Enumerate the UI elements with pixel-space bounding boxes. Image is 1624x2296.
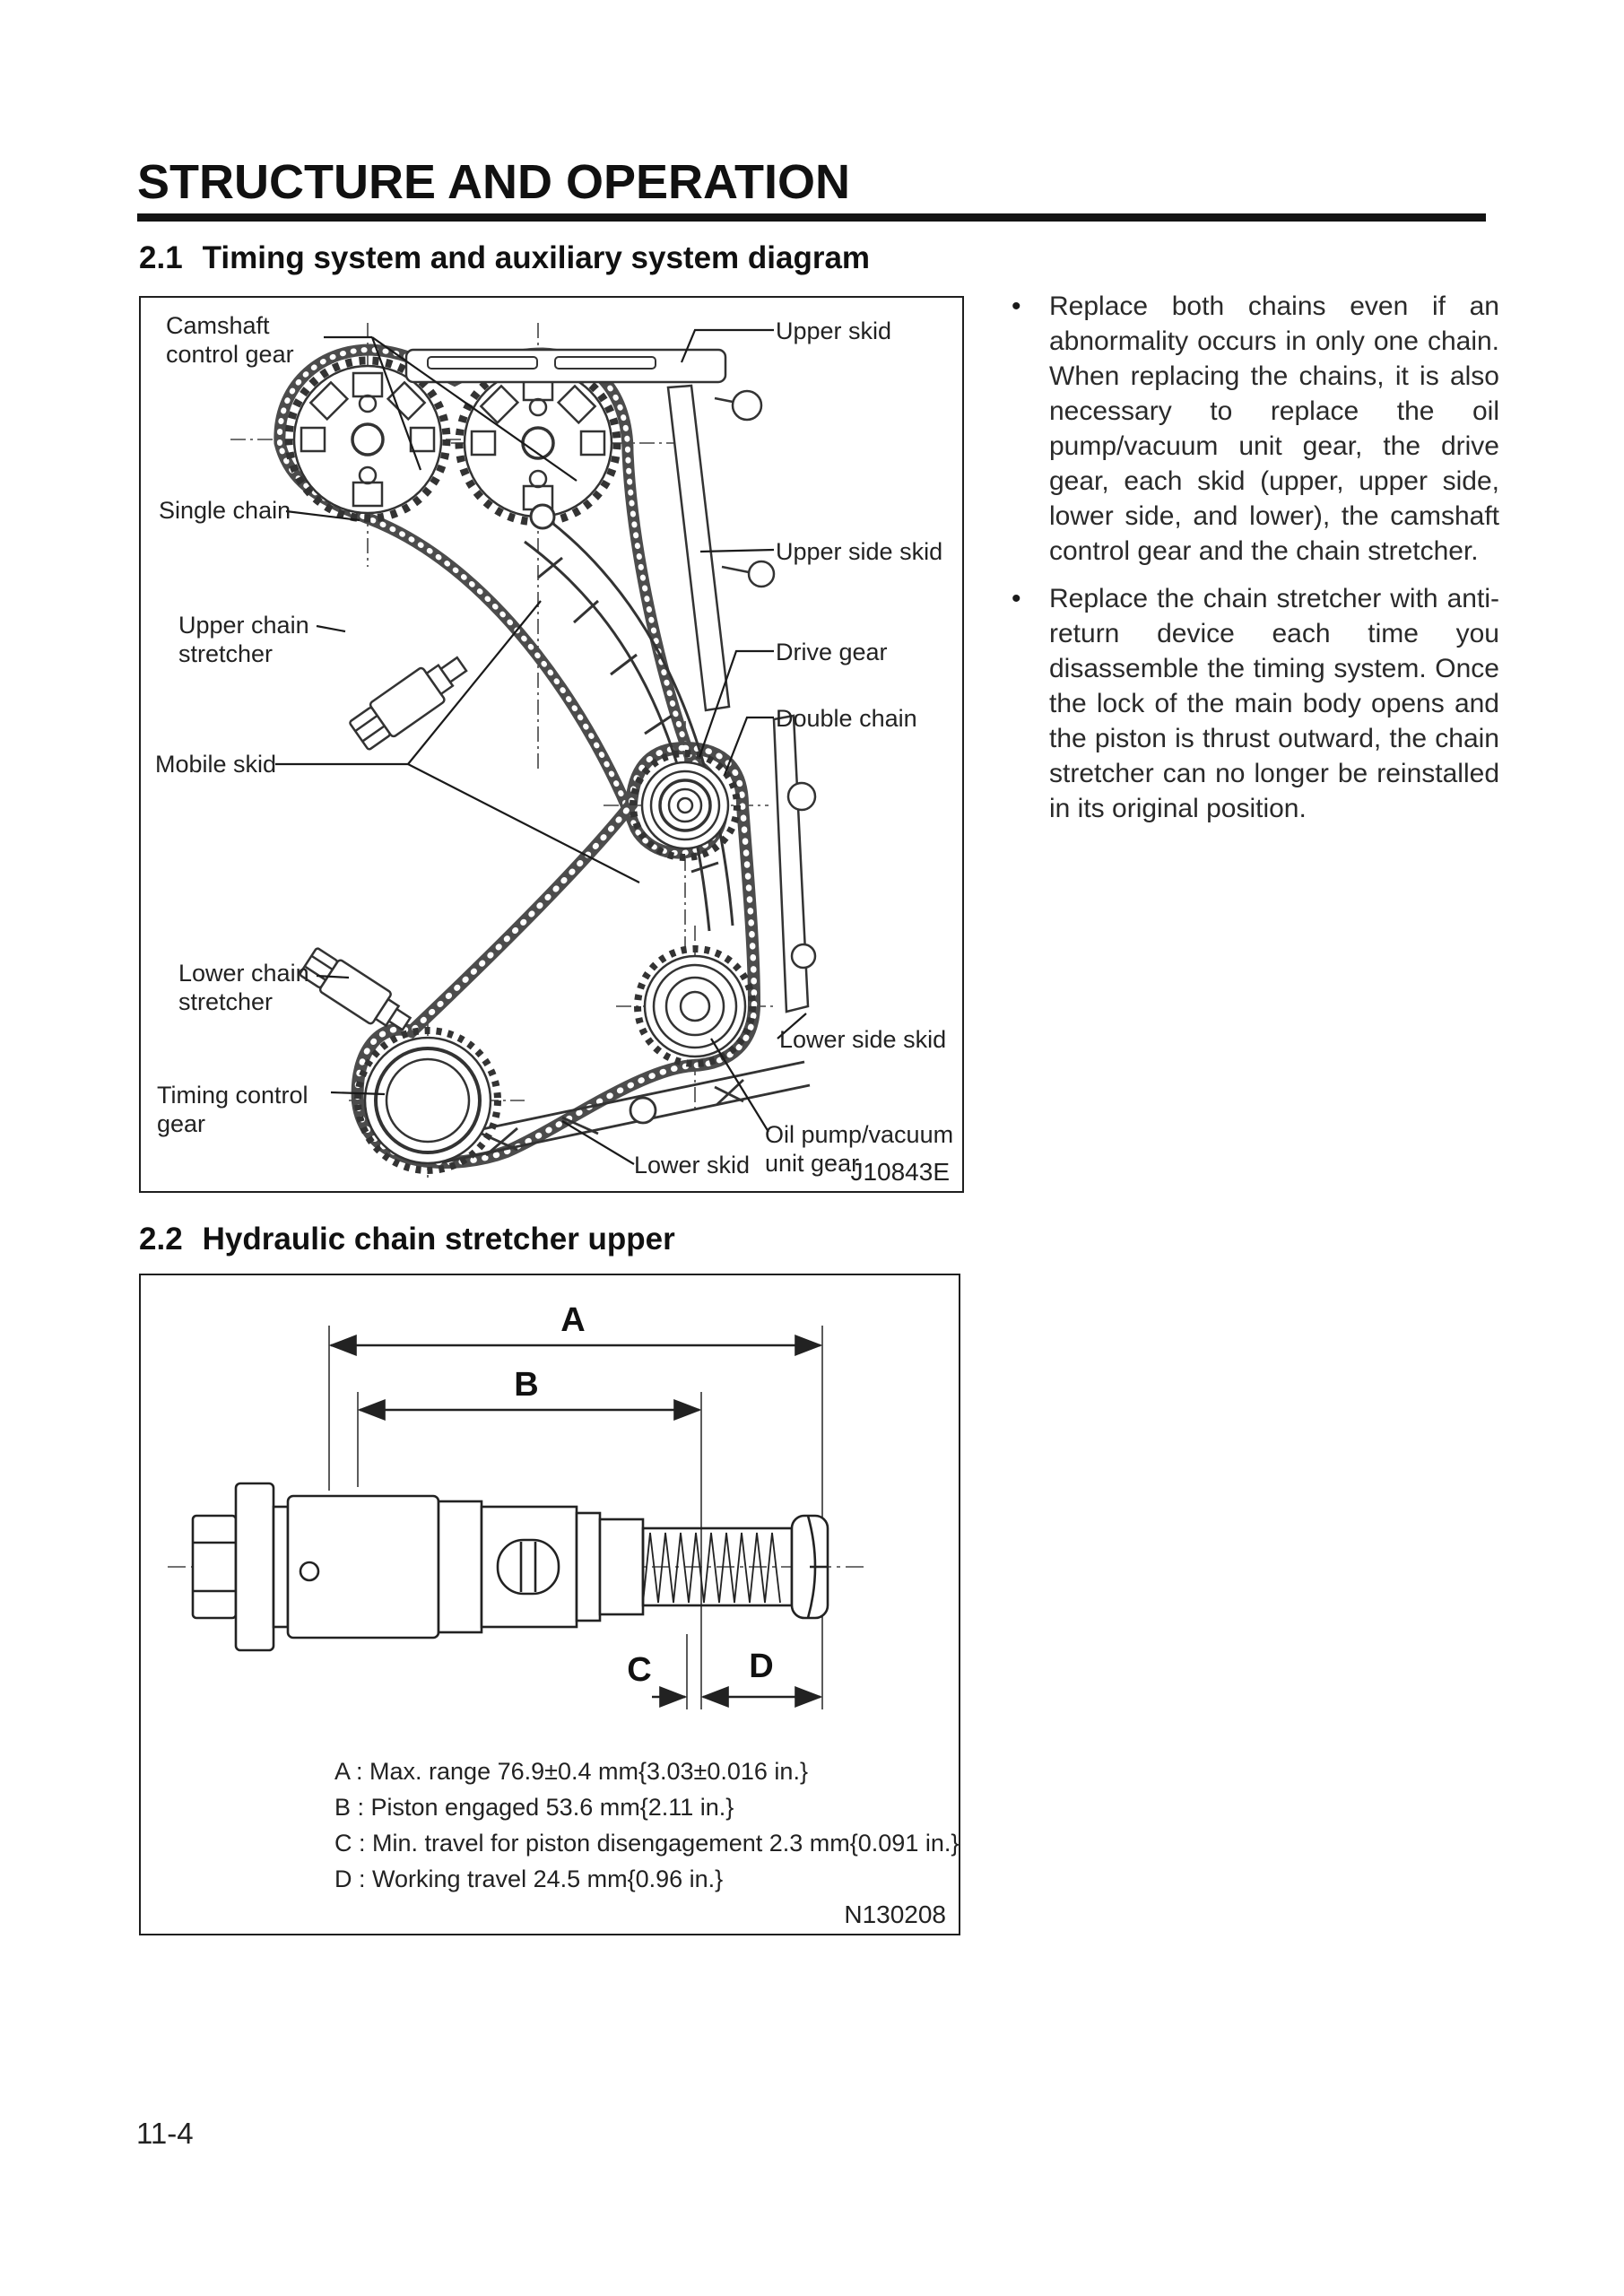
lower-side-skid xyxy=(774,716,815,1012)
label-single-chain: Single chain xyxy=(159,497,291,524)
section-2-1-number: 2.1 xyxy=(139,240,183,275)
label-timing-control-gear: Timing control gear xyxy=(157,1082,308,1137)
section-2-2-number: 2.2 xyxy=(139,1222,183,1257)
label-lower-chain-stretcher: Lower chain stretcher xyxy=(178,960,309,1015)
note-bullet-1 xyxy=(1012,289,1499,569)
dim-letter-b: B xyxy=(514,1366,539,1404)
label-double-chain: Double chain xyxy=(776,705,917,732)
title-rule xyxy=(137,213,1486,222)
dim-letter-c: C xyxy=(627,1651,652,1689)
note-text-2: Replace the chain stretcher with anti-return device each time you disassemble the timing system. Once the lock of the main body opens and the piston is thrust outward, the chain stretcher can no longer be reinstalled in its original position. xyxy=(1049,584,1499,823)
figure-code-2-2: N130208 xyxy=(844,1900,946,1928)
figure-chain-stretcher xyxy=(139,1274,960,1935)
section-2-2-title: Hydraulic chain stretcher upper xyxy=(202,1222,675,1257)
chain-stretcher-artwork xyxy=(141,1275,959,1746)
dimension-notes xyxy=(334,1758,959,1901)
bullet-marker: • xyxy=(1012,584,1021,613)
label-drive-gear: Drive gear xyxy=(776,639,888,665)
note-bullet-2 xyxy=(1012,581,1499,826)
timing-control-gear xyxy=(358,1031,498,1170)
page-title: STRUCTURE AND OPERATION xyxy=(137,155,850,209)
notes-column xyxy=(1012,289,1499,839)
label-lower-side-skid: Lower side skid xyxy=(779,1026,947,1053)
section-2-2-heading xyxy=(139,1222,675,1257)
timing-diagram-artwork xyxy=(141,298,962,1191)
label-lower-skid: Lower skid xyxy=(634,1152,751,1178)
label-upper-skid: Upper skid xyxy=(776,317,892,344)
bullet-marker: • xyxy=(1012,291,1021,321)
figure-code-2-1: J10843E xyxy=(850,1158,950,1186)
upper-chain-stretcher xyxy=(347,648,473,753)
dim-note-b: B : Piston engaged 53.6 mm{2.11 in.} xyxy=(334,1794,734,1821)
dim-letter-d: D xyxy=(749,1648,774,1685)
dim-note-d: D : Working travel 24.5 mm{0.96 in.} xyxy=(334,1866,724,1892)
dim-note-c: C : Min. travel for piston disengagement 2.3 mm{0.091 in.} xyxy=(334,1830,960,1857)
section-2-1-title: Timing system and auxiliary system diagram xyxy=(202,240,871,275)
page-number: 11-4 xyxy=(136,2117,194,2150)
label-camshaft-control-gear: Camshaft control gear xyxy=(166,312,294,368)
label-mobile-skid: Mobile skid xyxy=(155,751,277,778)
label-oil-pump-vacuum-unit-gear: Oil pump/vacuum unit gear xyxy=(765,1121,954,1177)
upper-side-skid xyxy=(668,386,774,710)
dim-note-a: A : Max. range 76.9±0.4 mm{3.03±0.016 in.} xyxy=(334,1758,808,1785)
label-upper-side-skid: Upper side skid xyxy=(776,538,943,565)
label-upper-chain-stretcher: Upper chain stretcher xyxy=(178,612,309,667)
upper-skid xyxy=(406,350,725,382)
cam-gear-right xyxy=(459,364,617,522)
section-2-1-heading xyxy=(139,240,870,276)
note-text-1: Replace both chains even if an abnormality occurs in only one chain. When replacing the chains, it is also necessary to replace the oil pump/vacuum unit gear, the drive gear, each skid (upper, upper side, lower side, and lower), the camshaft control gear and the chain stretcher. xyxy=(1049,291,1499,566)
lower-skid xyxy=(435,1062,810,1162)
dim-letter-a: A xyxy=(560,1301,586,1339)
figure-timing-system xyxy=(139,296,964,1193)
dimension-letters xyxy=(514,1301,773,1689)
